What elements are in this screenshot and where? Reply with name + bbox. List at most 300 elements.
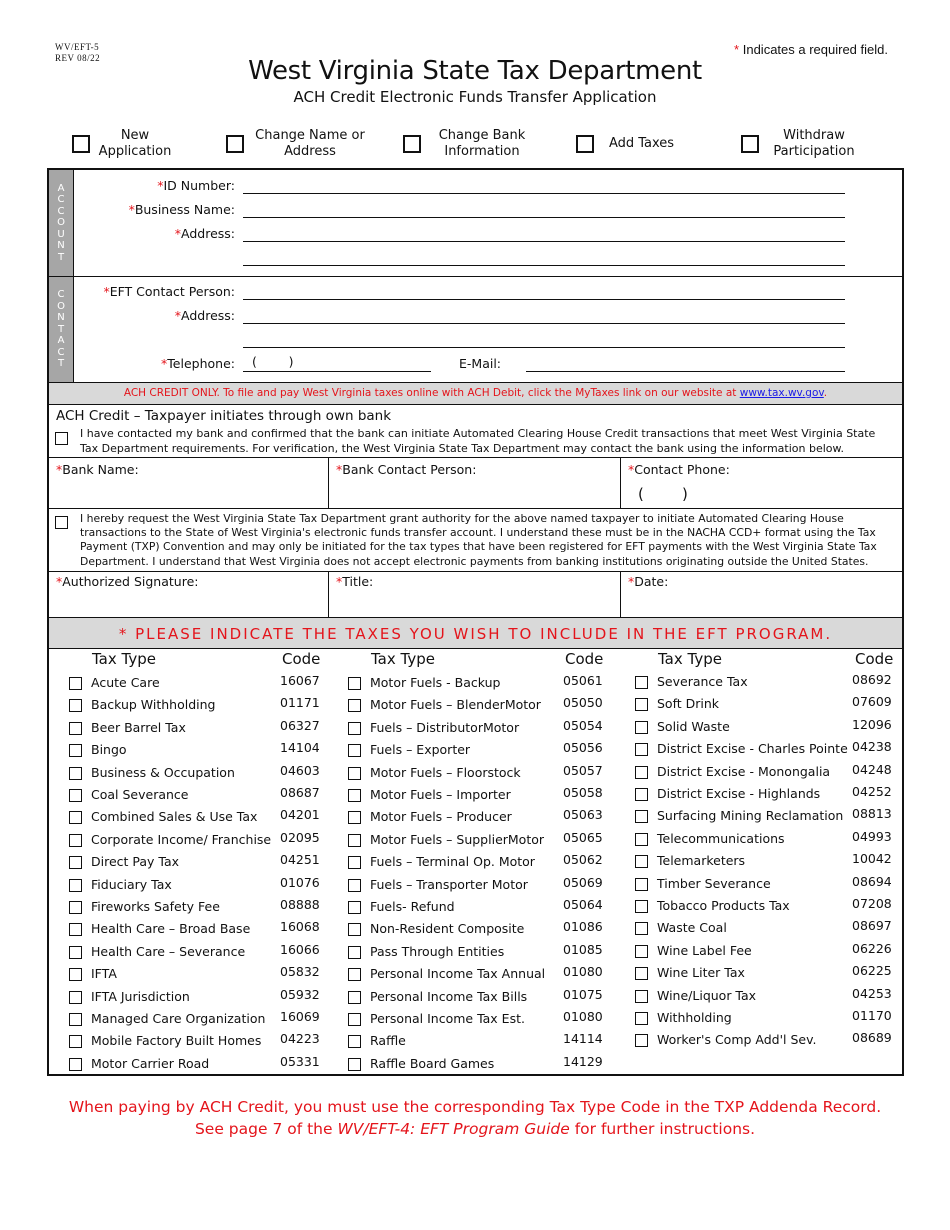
option-checkbox[interactable] <box>226 135 244 153</box>
option-change-name[interactable] <box>226 127 376 161</box>
tax-type-name: Bingo <box>91 742 127 758</box>
tax-type-name: Wine Label Fee <box>657 942 752 958</box>
tax-row[interactable] <box>348 762 603 783</box>
tax-code: 05065 <box>563 829 603 845</box>
tax-type-name: Fireworks Safety Fee <box>91 899 220 914</box>
bank-contact-label-text: Bank Contact Person: <box>342 462 477 477</box>
bank-name-label-text: Bank Name: <box>62 462 139 477</box>
option-label <box>759 128 869 160</box>
tax-checkbox[interactable] <box>69 767 82 780</box>
tax-code: 01080 <box>563 964 603 980</box>
tax-row[interactable] <box>69 941 320 962</box>
tax-type-name: Motor Fuels – Importer <box>370 787 511 802</box>
tax-row[interactable] <box>69 675 319 693</box>
tax-type-name: Mobile Factory Built Homes <box>91 1033 262 1049</box>
option-checkbox[interactable] <box>741 135 759 153</box>
col2-code-header: Code <box>565 650 604 668</box>
tax-checkbox[interactable] <box>69 1013 82 1026</box>
tax-row[interactable] <box>69 1011 319 1029</box>
option-checkbox[interactable] <box>403 135 421 153</box>
cell-divider <box>620 572 621 617</box>
contact-address-field-2[interactable] <box>243 347 845 348</box>
tax-row[interactable] <box>348 986 603 1007</box>
tax-checkbox[interactable] <box>69 722 82 735</box>
tax-row[interactable] <box>348 897 603 917</box>
tax-code: 01076 <box>280 874 320 890</box>
tax-row[interactable] <box>69 899 319 917</box>
tax-row[interactable] <box>348 1009 603 1029</box>
tax-type-name: District Excise - Highlands <box>657 786 821 801</box>
form-revision: REV 08/22 <box>55 53 101 63</box>
tax-checkbox[interactable] <box>69 677 82 690</box>
tax-type-name: Raffle <box>370 1033 406 1049</box>
tax-code: 04223 <box>280 1031 320 1047</box>
tax-row[interactable] <box>635 1030 892 1050</box>
request-checkbox[interactable] <box>55 516 68 529</box>
tax-code: 06225 <box>852 963 892 979</box>
contact-letters: C O N T A C T <box>57 289 65 370</box>
tax-code: 04251 <box>280 852 320 868</box>
account-address-field[interactable] <box>243 241 845 242</box>
tax-checkbox[interactable] <box>635 878 648 891</box>
id-number-label: *ID Number: <box>157 178 235 193</box>
eft-contact-label-text: EFT Contact Person: <box>109 284 235 299</box>
tax-checkbox[interactable] <box>635 833 648 846</box>
col3-type-header: Tax Type <box>658 650 722 668</box>
tax-row[interactable] <box>348 740 603 760</box>
tax-checkbox[interactable] <box>348 744 361 757</box>
email-field[interactable] <box>526 371 845 372</box>
tax-checkbox[interactable] <box>348 1058 361 1071</box>
program-guide-ref: WV/EFT-4: EFT Program Guide <box>337 1120 570 1138</box>
tax-row[interactable] <box>348 695 603 715</box>
tax-code: 01170 <box>852 1008 892 1023</box>
tax-checkbox[interactable] <box>348 811 361 824</box>
telephone-label: *Telephone: <box>161 356 235 371</box>
tax-type-name: Personal Income Tax Est. <box>370 1011 525 1026</box>
tax-type-name: Surfacing Mining Reclamation <box>657 808 844 824</box>
tax-checkbox[interactable] <box>69 879 82 892</box>
tax-row[interactable] <box>348 717 603 738</box>
tax-row[interactable] <box>69 742 319 760</box>
contact-side-label <box>49 277 73 382</box>
tax-checkbox[interactable] <box>348 1013 361 1026</box>
tax-type-name: Fuels – Transporter Motor <box>370 876 528 892</box>
tax-code: 08692 <box>852 672 892 687</box>
option-new-application[interactable] <box>72 127 180 161</box>
tax-checkbox[interactable] <box>348 923 361 936</box>
business-name-label: *Business Name: <box>128 202 235 217</box>
telephone-parens: ( ) <box>252 354 294 369</box>
tax-code: 04993 <box>852 828 892 844</box>
tax-checkbox[interactable] <box>69 834 82 847</box>
cell-divider <box>620 458 621 508</box>
option-label <box>244 128 376 160</box>
option-label <box>594 136 689 152</box>
tax-row[interactable] <box>69 697 319 715</box>
tax-code: 01171 <box>280 695 320 711</box>
tax-type-name: District Excise - Monongalia <box>657 763 831 779</box>
eft-contact-label: *EFT Contact Person: <box>103 284 235 299</box>
tax-checkbox[interactable] <box>635 922 648 935</box>
tax-code: 16069 <box>280 1009 320 1024</box>
tax-row[interactable] <box>635 716 892 737</box>
tax-checkbox[interactable] <box>69 968 82 981</box>
request-text <box>80 512 895 569</box>
eft-contact-field[interactable] <box>243 299 845 300</box>
telephone-field[interactable] <box>243 371 431 372</box>
tax-checkbox[interactable] <box>69 901 82 914</box>
telephone-label-text: Telephone: <box>167 356 235 371</box>
required-note <box>734 42 888 57</box>
section-divider <box>49 648 902 649</box>
tax-checkbox[interactable] <box>635 766 648 779</box>
tax-code: 01086 <box>563 919 603 935</box>
tax-type-name: Fuels – Exporter <box>370 742 471 758</box>
tax-code: 06327 <box>280 717 320 733</box>
footer-pre: See page 7 of the <box>194 1120 333 1138</box>
tax-checkbox[interactable] <box>69 991 82 1004</box>
contact-phone-label: *Contact Phone: <box>628 462 730 477</box>
tax-type-name: Combined Sales & Use Tax <box>91 809 258 825</box>
ach-heading: ACH Credit – Taxpayer initiates through own bank <box>56 408 392 424</box>
tax-row[interactable] <box>69 717 320 738</box>
tax-code: 04252 <box>852 784 892 799</box>
tax-checkbox[interactable] <box>635 743 648 756</box>
account-address-field-2[interactable] <box>243 265 845 266</box>
tax-row[interactable] <box>635 1008 892 1028</box>
confirm-checkbox[interactable] <box>55 432 68 445</box>
option-label-line: Address <box>284 144 336 159</box>
tax-code: 08888 <box>280 897 320 912</box>
tax-type-name: Personal Income Tax Bills <box>370 988 528 1004</box>
signature-label-text: Authorized Signature: <box>62 574 199 589</box>
tax-row[interactable] <box>348 673 603 693</box>
tax-type-name: Personal Income Tax Annual <box>370 966 546 982</box>
option-label-line: Change Name or <box>255 128 365 143</box>
tax-code: 14129 <box>563 1053 603 1069</box>
tax-row[interactable] <box>635 784 892 804</box>
col3-code-header: Code <box>855 650 894 668</box>
tax-checkbox[interactable] <box>348 968 361 981</box>
tax-row[interactable] <box>348 852 603 872</box>
tax-code: 07609 <box>852 694 892 710</box>
tax-type-name: Motor Fuels – Producer <box>370 809 512 825</box>
tax-code: 10042 <box>852 851 892 867</box>
tax-row[interactable] <box>635 985 892 1006</box>
account-side-label <box>49 170 73 276</box>
tax-code: 16066 <box>280 941 320 957</box>
tax-code: 05050 <box>563 695 603 711</box>
tax-checkbox[interactable] <box>348 901 361 914</box>
tax-checkbox[interactable] <box>69 923 82 936</box>
tax-type-name: Worker's Comp Add'l Sev. <box>657 1032 817 1048</box>
tax-checkbox[interactable] <box>348 1035 361 1048</box>
id-number-field[interactable] <box>243 193 845 194</box>
tax-checkbox[interactable] <box>635 945 648 958</box>
tax-checkbox[interactable] <box>348 946 361 959</box>
tax-code: 05932 <box>280 986 320 1002</box>
tax-code: 05061 <box>563 673 603 688</box>
tax-checkbox[interactable] <box>348 677 361 690</box>
tax-row[interactable] <box>348 941 603 962</box>
footer-line-2 <box>0 1120 950 1138</box>
tax-code: 14104 <box>280 740 320 756</box>
tax-checkbox[interactable] <box>348 991 361 1004</box>
tax-type-name: Telecommunications <box>657 830 785 846</box>
contact-address-label: *Address: <box>174 308 235 323</box>
tax-type-name: Timber Severance <box>657 875 771 891</box>
option-label <box>90 128 180 160</box>
tax-row[interactable] <box>635 851 892 871</box>
tax-checkbox[interactable] <box>348 834 361 847</box>
col1-code-header: Code <box>282 650 321 668</box>
tax-type-name: Wine/Liquor Tax <box>657 987 757 1003</box>
tax-checkbox[interactable] <box>635 788 648 801</box>
email-label: E-Mail: <box>459 356 502 371</box>
footer-line-1: When paying by ACH Credit, you must use the corresponding Tax Type Code in the TXP Addenda Record. <box>68 1098 882 1116</box>
tax-row[interactable] <box>69 1053 320 1074</box>
tax-checkbox[interactable] <box>69 744 82 757</box>
tax-code: 04201 <box>280 807 320 823</box>
tax-code: 16067 <box>280 673 320 688</box>
tax-checkbox[interactable] <box>348 767 361 780</box>
tax-checkbox[interactable] <box>69 1058 82 1071</box>
tax-checkbox[interactable] <box>69 1035 82 1048</box>
tax-type-name: Fuels- Refund <box>370 899 455 914</box>
tax-row[interactable] <box>348 1031 603 1051</box>
tax-type-name: IFTA <box>91 966 117 982</box>
tax-checkbox[interactable] <box>69 856 82 869</box>
tax-checkbox[interactable] <box>348 856 361 869</box>
tax-checkbox[interactable] <box>635 900 648 913</box>
option-label <box>421 128 543 160</box>
tax-row[interactable] <box>348 829 603 850</box>
ach-banner-text: ACH CREDIT ONLY. To file and pay West Virginia taxes online with ACH Debit, click the MyTaxes link on our website at <box>123 387 737 399</box>
required-asterisk: * <box>734 42 740 57</box>
tax-code: 04253 <box>852 985 892 1001</box>
tax-row[interactable] <box>348 919 603 939</box>
tax-code: 04603 <box>280 762 320 778</box>
option-change-bank[interactable] <box>403 127 543 161</box>
tax-checkbox[interactable] <box>635 855 648 868</box>
form-id: WV/EFT-5 <box>55 42 100 52</box>
tax-row[interactable] <box>635 694 892 714</box>
contact-address-label-text: Address: <box>181 308 235 323</box>
section-divider <box>49 404 902 405</box>
page-title: West Virginia State Tax Department <box>248 56 702 86</box>
tax-checkbox[interactable] <box>69 789 82 802</box>
tax-type-name: Solid Waste <box>657 718 730 734</box>
tax-code: 16068 <box>280 919 320 935</box>
tax-row[interactable] <box>635 896 892 916</box>
tax-code: 02095 <box>280 829 320 845</box>
footer-post: for further instructions. <box>574 1120 756 1138</box>
tax-checkbox[interactable] <box>348 789 361 802</box>
tax-checkbox[interactable] <box>635 698 648 711</box>
taxes-banner: * PLEASE INDICATE THE TAXES YOU WISH TO INCLUDE IN THE EFT PROGRAM. <box>49 618 902 648</box>
tax-type-name: Corporate Income/ Franchise <box>91 831 272 847</box>
account-address-label: *Address: <box>174 226 235 241</box>
tax-type-name: Motor Fuels – SupplierMotor <box>370 831 545 847</box>
tax-checkbox[interactable] <box>69 699 82 712</box>
section-divider <box>49 508 902 509</box>
cell-divider <box>328 572 329 617</box>
request-text-1: I hereby request the West Virginia State Tax Department grant authority for the above named taxpayer to initiate Automated Clearing House <box>80 512 844 525</box>
tax-row[interactable] <box>635 672 892 692</box>
tax-code: 05057 <box>563 762 603 778</box>
tax-checkbox[interactable] <box>348 722 361 735</box>
tax-row[interactable] <box>348 807 603 827</box>
bank-contact-label: *Bank Contact Person: <box>336 462 477 477</box>
contact-address-field[interactable] <box>243 323 845 324</box>
tax-row[interactable] <box>635 963 892 983</box>
tax-code: 08689 <box>852 1030 892 1046</box>
contact-phone-parens: ( ) <box>638 485 688 503</box>
bank-name-label: *Bank Name: <box>56 462 139 477</box>
confirm-text: I have contacted my bank and confirmed that the bank can initiate Automated Clearing House Credit transactions that meet West Virginia State Tax Department requirements. For verification, the West Virginia State Tax Department may contact the bank using the information below. <box>80 427 876 455</box>
tax-type-name: Tobacco Products Tax <box>657 898 790 913</box>
tax-type-name: Non-Resident Composite <box>370 921 525 937</box>
tax-code: 05069 <box>563 874 603 890</box>
option-label-line: Application <box>98 144 172 159</box>
tax-type-name: Acute Care <box>91 675 160 690</box>
business-name-field[interactable] <box>243 217 845 218</box>
date-label: *Date: <box>628 574 669 589</box>
tax-type-name: Beer Barrel Tax <box>91 719 186 735</box>
tax-checkbox[interactable] <box>635 990 648 1003</box>
request-text-2: transactions to the State of West Virginia's electronic funds transfer account. I understand these must be in the NACHA CCD+ format using the Tax Payment (TXP) Convention and may only be initiated for the tax types that have been registered for EFT payments with the West Virginia State Tax Department. I understand that West Virginia does not accept electronic payments from banking institutions originating outside the United States. <box>80 526 877 568</box>
tax-type-name: Pass Through Entities <box>370 943 505 959</box>
tax-code: 04238 <box>852 739 892 755</box>
title-label-text: Title: <box>342 574 374 589</box>
tax-row[interactable] <box>69 874 320 895</box>
tax-type-name: Managed Care Organization <box>91 1011 266 1026</box>
tax-checkbox[interactable] <box>635 1012 648 1025</box>
col1-type-header: Tax Type <box>92 650 156 668</box>
option-checkbox[interactable] <box>72 135 90 153</box>
tax-row[interactable] <box>635 739 892 759</box>
tax-type-name: Fuels – Terminal Op. Motor <box>370 854 535 870</box>
tax-type-name: Fuels – DistributorMotor <box>370 719 520 735</box>
tax-code: 05063 <box>563 807 603 823</box>
account-address-label-text: Address: <box>181 226 235 241</box>
option-label-line: Withdraw <box>783 128 845 143</box>
tax-row[interactable] <box>69 921 319 939</box>
tax-row[interactable] <box>348 785 603 805</box>
tax-code: 05058 <box>563 785 603 800</box>
tax-type-name: Wine Liter Tax <box>657 965 745 981</box>
option-label-line: Change Bank <box>438 128 526 143</box>
option-label-line: Participation <box>773 144 855 159</box>
website-link[interactable]: www.tax.wv.gov <box>739 387 824 399</box>
tax-checkbox[interactable] <box>69 946 82 959</box>
tax-row[interactable] <box>635 806 892 826</box>
tax-row[interactable] <box>69 809 319 827</box>
option-withdraw[interactable] <box>741 127 869 161</box>
tax-code: 08697 <box>852 918 892 934</box>
tax-code: 05056 <box>563 740 603 756</box>
tax-code: 05832 <box>280 964 320 980</box>
tax-row[interactable] <box>635 918 892 938</box>
tax-checkbox[interactable] <box>635 1034 648 1047</box>
section-divider <box>49 571 902 572</box>
tax-type-name: Withholding <box>657 1010 732 1025</box>
tax-row[interactable] <box>69 762 320 783</box>
option-label-line: Information <box>444 144 520 159</box>
tax-row[interactable] <box>69 787 319 805</box>
tax-checkbox[interactable] <box>348 699 361 712</box>
tax-type-name: Business & Occupation <box>91 764 235 780</box>
tax-code: 01075 <box>563 986 603 1002</box>
tax-row[interactable] <box>69 829 320 850</box>
tax-code: 07208 <box>852 896 892 911</box>
id-number-label-text: ID Number: <box>163 178 235 193</box>
tax-type-name: Motor Fuels - Backup <box>370 675 501 690</box>
tax-row[interactable] <box>69 1033 319 1051</box>
tax-type-name: Telemarketers <box>657 853 746 869</box>
tax-type-name: IFTA Jurisdiction <box>91 988 190 1004</box>
tax-row[interactable] <box>348 874 603 895</box>
tax-code: 05062 <box>563 852 603 868</box>
tax-code: 06226 <box>852 940 892 956</box>
tax-row[interactable] <box>69 854 319 872</box>
tax-code: 04248 <box>852 761 892 777</box>
tax-code: 05331 <box>280 1053 320 1069</box>
tax-row[interactable] <box>348 1053 603 1074</box>
tax-row[interactable] <box>635 940 892 961</box>
tax-row[interactable] <box>69 986 320 1007</box>
tax-row[interactable] <box>635 873 892 894</box>
tax-row[interactable] <box>635 761 892 782</box>
signature-label: *Authorized Signature: <box>56 574 199 589</box>
tax-row[interactable] <box>635 828 892 849</box>
tax-type-name: Backup Withholding <box>91 697 216 713</box>
tax-row[interactable] <box>69 966 319 984</box>
tax-checkbox[interactable] <box>635 676 648 689</box>
tax-type-name: Direct Pay Tax <box>91 854 180 870</box>
tax-code: 08694 <box>852 873 892 889</box>
tax-code: 08687 <box>280 785 320 800</box>
tax-checkbox[interactable] <box>69 811 82 824</box>
page-subtitle: ACH Credit Electronic Funds Transfer Application <box>293 88 657 106</box>
tax-type-name: Soft Drink <box>657 696 720 712</box>
business-name-label-text: Business Name: <box>134 202 235 217</box>
option-add-taxes[interactable] <box>576 127 689 161</box>
tax-code: 12096 <box>852 716 892 732</box>
tax-type-name: Motor Fuels – BlenderMotor <box>370 697 541 713</box>
tax-row[interactable] <box>348 964 603 984</box>
option-label-line: Add Taxes <box>608 136 675 151</box>
tax-code: 01085 <box>563 941 603 957</box>
option-label-line: New <box>120 128 150 143</box>
tax-checkbox[interactable] <box>635 967 648 980</box>
tax-checkbox[interactable] <box>348 879 361 892</box>
tax-code: 08813 <box>852 806 892 822</box>
tax-type-name: Severance Tax <box>657 674 748 689</box>
date-label-text: Date: <box>634 574 669 589</box>
contact-phone-label-text: Contact Phone: <box>634 462 730 477</box>
section-divider <box>49 457 902 458</box>
ach-banner <box>49 383 902 404</box>
tax-code: 14114 <box>563 1031 603 1047</box>
tax-type-name: District Excise - Charles Pointe <box>657 741 848 757</box>
ach-banner-period: . <box>823 387 828 399</box>
tax-checkbox[interactable] <box>635 810 648 823</box>
option-checkbox[interactable] <box>576 135 594 153</box>
tax-checkbox[interactable] <box>635 721 648 734</box>
tax-code: 01080 <box>563 1009 603 1024</box>
